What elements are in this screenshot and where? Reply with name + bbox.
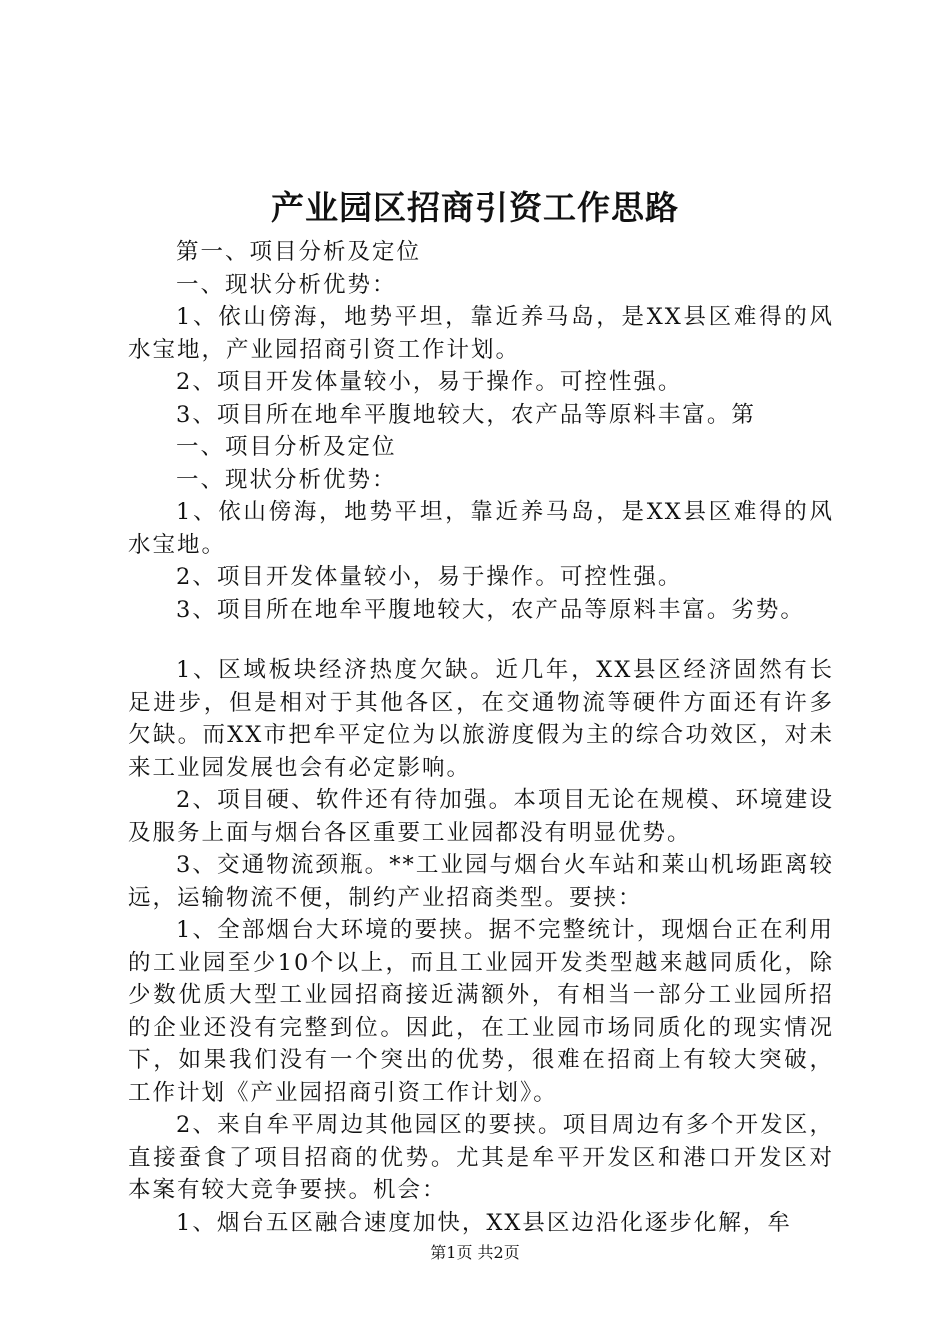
- paragraph-5: 3、项目所在地牟平腹地较大，农产品等原料丰富。第: [176, 401, 756, 428]
- paragraph-4: 2、项目开发体量较小，易于操作。可控性强。: [176, 369, 683, 395]
- paragraph-6: 一、项目分析及定位: [176, 434, 397, 460]
- paragraph-12: 2、项目硬、软件还有待加强。本项目无论在规模、环境建设及服务上面与烟台各区重要工业园都没有明显优势。: [128, 787, 834, 846]
- paragraph-10: 3、项目所在地牟平腹地较大，农产品等原料丰富。劣势。: [176, 596, 805, 623]
- paragraph-1: 第一、项目分析及定位: [176, 239, 422, 265]
- paragraph-3: 1、依山傍海，地势平坦，靠近养马岛，是XX县区难得的风水宝地，产业园招商引资工作计划。: [128, 304, 834, 363]
- paragraph-11: 1、区域板块经济热度欠缺。近几年，XX县区经济固然有长足进步，但是相对于其他各区，在交通物流等硬件方面还有许多欠缺。而XX市把牟平定位为以旅游度假为主的综合功效区，对未来工业园发展也会有必定影响。: [128, 657, 834, 781]
- paragraph-7: 一、现状分析优势：: [176, 466, 397, 493]
- document-title: 产业园区招商引资工作思路: [271, 188, 679, 227]
- paragraph-15: 2、来自牟平周边其他园区的要挟。项目周边有多个开发区，直接蚕食了项目招商的优势。尤其是牟平开发区和港口开发区对本案有较大竞争要挟。机会：: [128, 1112, 834, 1203]
- paragraph-16: 1、烟台五区融合速度加快，XX县区边沿化逐步化解，牟: [176, 1209, 792, 1236]
- paragraph-2: 一、现状分析优势：: [176, 271, 397, 298]
- paragraph-13: 3、交通物流颈瓶。**工业园与烟台火车站和莱山机场距离较远，运输物流不便，制约产业招商类型。要挟：: [128, 852, 834, 911]
- document-body: [128, 236, 834, 1239]
- page-number-footer: 第1页 共2页: [430, 1243, 520, 1262]
- paragraph-9: 2、项目开发体量较小，易于操作。可控性强。: [176, 564, 683, 590]
- paragraph-14: 1、全部烟台大环境的要挟。据不完整统计，现烟台正在利用的工业园至少10个以上，而且工业园开发类型越来越同质化，除少数优质大型工业园招商接近满额外，有相当一部分工业园所招的企业还没有完整到位。因此，在工业园市场同质化的现实情况下，如果我们没有一个突出的优势，很难在招商上有较大突破，工作计划《产业园招商引资工作计划》。: [128, 917, 834, 1106]
- paragraph-8: 1、依山傍海，地势平坦，靠近养马岛，是XX县区难得的风水宝地。: [128, 499, 834, 558]
